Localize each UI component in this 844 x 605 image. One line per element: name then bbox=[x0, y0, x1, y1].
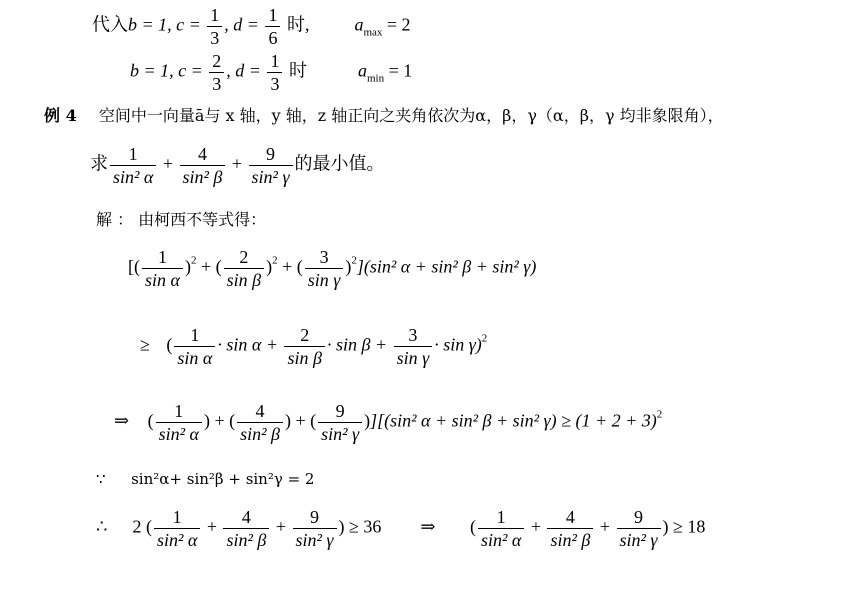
product-2: · sin β + bbox=[326, 334, 388, 355]
amax-subscript: max bbox=[363, 26, 383, 39]
frac-num: 2 bbox=[239, 247, 249, 267]
amax-value: = 2 bbox=[382, 14, 411, 35]
frac-den: sin γ bbox=[394, 346, 433, 367]
frac-num: 1 bbox=[157, 247, 167, 267]
bracket-open: [( bbox=[128, 256, 140, 277]
frac-num: 1 bbox=[172, 507, 182, 527]
frac-num: 4 bbox=[241, 507, 251, 527]
frac-den: sin² β bbox=[547, 528, 593, 549]
question-line: 求 $\frac{1}{\text{sin² α}}$ + $\frac{4}{\text{sin² β}}$ + $\frac{9}{\text{sin² γ}}$ 的最小值。 bbox=[90, 144, 385, 187]
fraction-term-1 bbox=[110, 145, 156, 186]
frac-den: sin β bbox=[284, 346, 324, 367]
text-suffix: 时, bbox=[282, 14, 310, 35]
frac-num: 1 bbox=[268, 5, 278, 25]
fraction-3 bbox=[305, 248, 344, 289]
frac-den: 3 bbox=[207, 26, 222, 47]
fraction-1 bbox=[174, 326, 215, 367]
fraction-6 bbox=[617, 508, 661, 549]
math-bc: b = 1, c = bbox=[130, 60, 208, 81]
fraction-2 bbox=[224, 248, 264, 289]
example-4-statement bbox=[44, 108, 724, 124]
frac-den: sin γ bbox=[305, 268, 344, 289]
fraction-1 bbox=[154, 508, 200, 549]
frac-den: sin β bbox=[224, 268, 264, 289]
coefficient: 2 ( bbox=[132, 516, 152, 537]
frac-num: 4 bbox=[197, 144, 207, 164]
implies-symbol: ⇒ bbox=[420, 516, 436, 537]
frac-den: 3 bbox=[267, 72, 282, 93]
frac-num: 1 bbox=[174, 401, 184, 421]
fraction-term-3 bbox=[249, 145, 293, 186]
fraction-d bbox=[265, 6, 280, 47]
amin-symbol: a bbox=[357, 60, 367, 81]
text-suffix: 时 bbox=[284, 60, 307, 81]
frac-num: 1 bbox=[270, 51, 280, 71]
inequality-line-1: [( $\frac{1}{\text{sin α}}$ )$^2$ + ( $\frac{2}{\text{sin β}}$ )$^2$ + ( $\frac{3}{\text{sin γ}}$ )$^2$](sin² α + sin² β + sin² γ) bbox=[128, 247, 537, 290]
inequality-line-3: ⇒ ( $\frac{1}{\text{sin² α}}$ ) + ( $\frac{4}{\text{sin² β}}$ ) + ( $\frac{9}{\text{sin² γ}}$ )][(sin² α + sin² β + sin² $\gamma) \ge (1 + 2 + 3)^2$ bbox=[114, 401, 663, 444]
fraction-2 bbox=[223, 508, 269, 549]
frac-den: sin² α bbox=[154, 528, 200, 549]
frac-num: 2 bbox=[212, 51, 222, 71]
frac-den: sin² β bbox=[223, 528, 269, 549]
fraction-5 bbox=[547, 508, 593, 549]
inequality-line-2: ≥ ( $\frac{1}{\text{sin α}}$ · sin α + $\frac{2}{\text{sin β}}$ · sin β + $\frac{3}{\text{sin γ}}$ · sin γ)$^2$ bbox=[140, 325, 488, 368]
line-substitution-max bbox=[92, 6, 411, 47]
therefore-line: ∴ 2 ( $\frac{1}{\text{sin² α}}$ + $\frac{4}{\text{sin² β}}$ + $\frac{9}{\text{sin² γ}}$ ) ≥ 36 ⇒ ( $\frac{1}{\text{sin² α}}$ + $\frac{4}{\text{sin² β}}$ + $\frac{9}{\text{sin² γ}}$ ) ≥ 18 bbox=[96, 507, 706, 550]
amin-subscript: min bbox=[366, 72, 385, 85]
fraction-3 bbox=[293, 508, 337, 549]
because-symbol: ∵ bbox=[96, 470, 106, 488]
fraction-d bbox=[267, 52, 282, 93]
amax-symbol: a bbox=[354, 14, 364, 35]
frac-den: 6 bbox=[265, 26, 280, 47]
frac-den: sin² γ bbox=[249, 165, 293, 186]
amin-value: = 1 bbox=[384, 60, 413, 81]
result-36: ) ≥ 36 bbox=[338, 516, 382, 537]
frac-den: sin α bbox=[142, 268, 183, 289]
frac-num: 4 bbox=[565, 507, 575, 527]
frac-den: sin² α bbox=[156, 422, 202, 443]
frac-num: 3 bbox=[408, 325, 418, 345]
frac-den: sin² γ bbox=[318, 422, 362, 443]
sum-of-squares: ](sin² α + sin² β + sin² γ) bbox=[356, 256, 537, 277]
frac-den: sin² β bbox=[237, 422, 283, 443]
therefore-symbol: ∴ bbox=[96, 516, 108, 537]
example-label: 例 4 bbox=[44, 106, 77, 125]
frac-num: 9 bbox=[335, 401, 345, 421]
fraction-1 bbox=[156, 402, 202, 443]
frac-num: 1 bbox=[496, 507, 506, 527]
implies-symbol: ⇒ bbox=[114, 410, 130, 431]
math-d: , d = bbox=[226, 60, 266, 81]
inequality-tail: ][(sin² α + sin² β + sin² γ) ≥ (1 + 2 + 3) bbox=[370, 410, 657, 431]
line-substitution-min bbox=[130, 52, 412, 93]
because-line bbox=[96, 472, 314, 487]
text-prefix: 代入 bbox=[92, 14, 128, 35]
frac-den: 3 bbox=[209, 72, 224, 93]
frac-num: 1 bbox=[190, 325, 200, 345]
frac-den: sin² α bbox=[110, 165, 156, 186]
frac-num: 9 bbox=[266, 144, 276, 164]
math-bc: b = 1, c = bbox=[128, 14, 206, 35]
fraction-term-2 bbox=[180, 145, 226, 186]
frac-num: 9 bbox=[634, 507, 644, 527]
frac-num: 9 bbox=[310, 507, 319, 527]
frac-den: sin² γ bbox=[617, 528, 661, 549]
frac-num: 1 bbox=[128, 144, 138, 164]
frac-num: 3 bbox=[319, 247, 329, 267]
ask-suffix: 的最小值。 bbox=[294, 153, 385, 174]
frac-num: 2 bbox=[300, 325, 310, 345]
fraction-c bbox=[207, 6, 222, 47]
solution-label: 解 ： 由柯西不等式得： bbox=[96, 210, 267, 229]
example-text: 空间中一向量ā与 x 轴，y 轴，z 轴正向之夹角依次为α，β，γ（α，β，γ 均非象限角）， bbox=[98, 106, 724, 125]
frac-den: sin α bbox=[174, 346, 215, 367]
geq-symbol: ≥ bbox=[140, 334, 150, 355]
fraction-2 bbox=[284, 326, 324, 367]
fraction-c bbox=[209, 52, 224, 93]
result-18: ) ≥ 18 bbox=[662, 516, 706, 537]
frac-num: 4 bbox=[255, 401, 265, 421]
fraction-3 bbox=[394, 326, 433, 367]
frac-den: sin² α bbox=[478, 528, 524, 549]
frac-num: 1 bbox=[210, 5, 220, 25]
ask-prefix: 求 bbox=[90, 153, 108, 174]
because-text: sin²α+ sin²β + sin²γ = 2 bbox=[131, 470, 315, 488]
fraction-1 bbox=[142, 248, 183, 289]
fraction-4 bbox=[478, 508, 524, 549]
product-1: · sin α + bbox=[217, 334, 278, 355]
product-3: · sin γ) bbox=[434, 334, 482, 355]
fraction-3 bbox=[318, 402, 362, 443]
math-d: , d = bbox=[224, 14, 264, 35]
frac-den: sin² β bbox=[180, 165, 226, 186]
fraction-2 bbox=[237, 402, 283, 443]
frac-den: sin² γ bbox=[293, 528, 337, 549]
